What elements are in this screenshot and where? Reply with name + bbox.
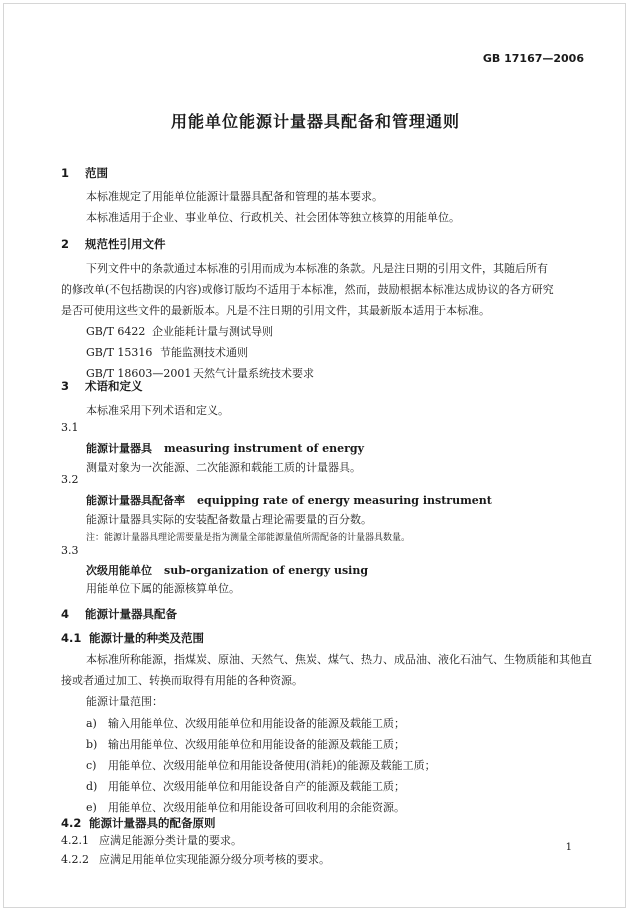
standard-number: GB 17167—2006 bbox=[482, 52, 584, 65]
term-3-2-note: 注：能源计量器具理论需要量是指为测量全部能源量值所需配备的计量器具数量。 bbox=[86, 533, 411, 543]
energy-scope-intro: 能源计量范围： bbox=[86, 695, 163, 708]
section-3-intro: 本标准采用下列术语和定义。 bbox=[86, 404, 229, 417]
section-1-para-1: 本标准规定了用能单位能源计量器具配备和管理的基本要求。 bbox=[86, 190, 383, 203]
term-3-2-number: 3.2 bbox=[61, 473, 79, 486]
clause-4-2-1: 4.2.1 应满足能源分类计量的要求。 bbox=[61, 834, 242, 847]
term-3-1-title: 能源计量器具 measuring instrument of energy bbox=[86, 442, 365, 455]
term-3-3-title: 次级用能单位 sub-organization of energy using bbox=[86, 564, 369, 577]
page-number: 1 bbox=[565, 842, 572, 853]
section-4-heading: 4 能源计量器具配备 bbox=[61, 607, 177, 621]
term-3-2-definition: 能源计量器具实际的安装配备数量占理论需要量的百分数。 bbox=[86, 513, 372, 526]
term-3-2-title: 能源计量器具配备率 equipping rate of energy measuring instrument bbox=[86, 494, 492, 507]
section-4-1-heading: 4.1 能源计量的种类及范围 bbox=[61, 631, 204, 645]
list-item: d) 用能单位、次级用能单位和用能设备自产的能源及载能工质； bbox=[86, 780, 405, 793]
term-3-3-definition: 用能单位下属的能源核算单位。 bbox=[86, 582, 240, 595]
term-3-1-number: 3.1 bbox=[61, 421, 79, 434]
section-4-1-para-line-1: 本标准所称能源，指煤炭、原油、天然气、焦炭、煤气、热力、成品油、液化石油气、生物质能和其他直 bbox=[86, 653, 592, 666]
section-4-1-para-line-2: 接或者通过加工、转换而取得有用能的各种资源。 bbox=[61, 674, 303, 687]
section-3-heading: 3 术语和定义 bbox=[61, 379, 143, 393]
section-4-2-heading: 4.2 能源计量器具的配备原则 bbox=[61, 816, 216, 830]
list-item: e) 用能单位、次级用能单位和用能设备可回收利用的余能资源。 bbox=[86, 801, 405, 814]
list-item: a) 输入用能单位、次级用能单位和用能设备的能源及载能工质； bbox=[86, 717, 405, 730]
reference-item: GB/T 6422 企业能耗计量与测试导则 bbox=[86, 325, 273, 338]
clause-4-2-2: 4.2.2 应满足用能单位实现能源分级分项考核的要求。 bbox=[61, 853, 330, 866]
document-title: 用能单位能源计量器具配备和管理通则 bbox=[170, 112, 460, 131]
reference-item: GB/T 15316 节能监测技术通则 bbox=[86, 346, 248, 359]
reference-item: GB/T 18603—2001 天然气计量系统技术要求 bbox=[86, 367, 314, 380]
term-3-3-number: 3.3 bbox=[61, 544, 79, 557]
section-2-heading: 2 规范性引用文件 bbox=[61, 237, 166, 251]
term-3-1-definition: 测量对象为一次能源、二次能源和载能工质的计量器具。 bbox=[86, 461, 361, 474]
section-2-intro-line-1: 下列文件中的条款通过本标准的引用而成为本标准的条款。凡是注日期的引用文件，其随后所有 bbox=[86, 262, 548, 275]
section-1-heading: 1 范围 bbox=[61, 166, 108, 180]
section-1-para-2: 本标准适用于企业、事业单位、行政机关、社会团体等独立核算的用能单位。 bbox=[86, 211, 460, 224]
section-2-intro-line-2: 的修改单(不包括勘误的内容)或修订版均不适用于本标准，然而，鼓励根据本标准达成协议的各方研究 bbox=[61, 283, 554, 296]
section-2-intro-line-3: 是否可使用这些文件的最新版本。凡是不注日期的引用文件，其最新版本适用于本标准。 bbox=[61, 304, 490, 317]
list-item: b) 输出用能单位、次级用能单位和用能设备的能源及载能工质； bbox=[86, 738, 405, 751]
list-item: c) 用能单位、次级用能单位和用能设备使用(消耗)的能源及载能工质； bbox=[86, 759, 436, 772]
